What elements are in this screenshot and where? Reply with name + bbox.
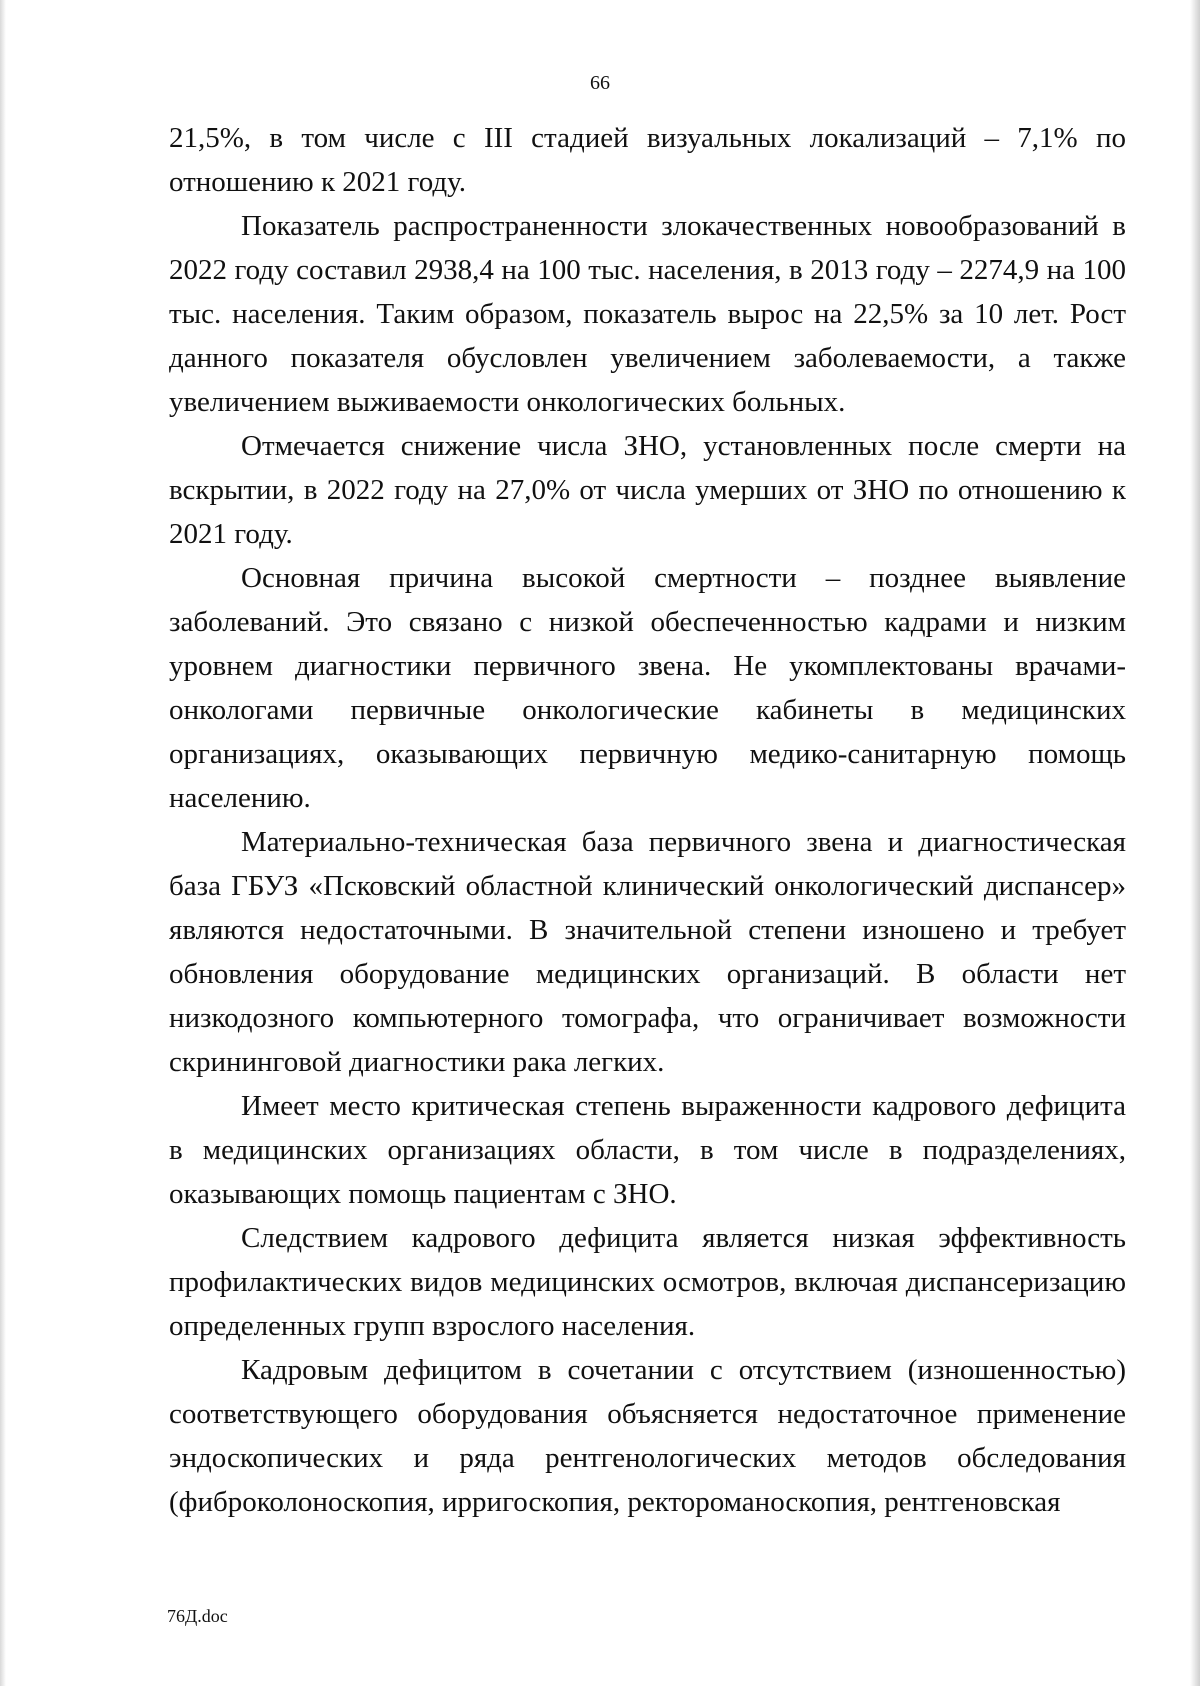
paragraph-staff-deficit: Имеет место критическая степень выраженности кадрового дефицита в медицинских организациях области, в том числе в подразделениях, оказывающих помощь пациентам с ЗНО. bbox=[169, 1090, 1126, 1210]
paragraph-material-base: Материально-техническая база первичного звена и диагностическая база ГБУЗ «Псковский областной клинический онкологический диспансер» являются недостаточными. В значительной степени изношено и требует обновления оборудование медицинских организаций. В области нет низкодозного компьютерного томографа, что ограничивает возможности скрининговой диагностики рака легких. bbox=[169, 826, 1126, 1078]
paragraph-deficit-consequence: Следствием кадрового дефицита является низкая эффективность профилактических видов медицинских осмотров, включая диспансеризацию определенных групп взрослого населения. bbox=[169, 1222, 1126, 1342]
page-number: 66 bbox=[590, 72, 610, 94]
paragraph-continuation: 21,5%, в том числе с III стадией визуальных локализаций – 7,1% по отношению к 2021 году. bbox=[169, 122, 1126, 198]
scan-edge-left bbox=[0, 0, 6, 1686]
paragraph-autopsy: Отмечается снижение числа ЗНО, установленных после смерти на вскрытии, в 2022 году на 27,0% от числа умерших от ЗНО по отношению к 2021 году. bbox=[169, 430, 1126, 550]
body-text bbox=[169, 116, 1126, 1524]
paragraph-mortality-cause: Основная причина высокой смертности – позднее выявление заболеваний. Это связано с низкой обеспеченностью кадрами и низким уровнем диагностики первичного звена. Не укомплектованы врачами-онкологами первичные онкологические кабинеты в медицинских организациях, оказывающих первичную медико-санитарную помощь населению. bbox=[169, 562, 1126, 814]
scan-edge-right bbox=[1190, 0, 1200, 1686]
footer-filename: 76Д.doc bbox=[167, 1606, 228, 1626]
paragraph-prevalence: Показатель распространенности злокачественных новообразований в 2022 году составил 2938,4 на 100 тыс. населения, в 2013 году – 2274,9 на 100 тыс. населения. Таким образом, показатель вырос на 22,5% за 10 лет. Рост данного показателя обусловлен увеличением заболеваемости, а также увеличением выживаемости онкологических больных. bbox=[169, 210, 1126, 418]
paragraph-equipment: Кадровым дефицитом в сочетании с отсутствием (изношенностью) соответствующего оборудования объясняется недостаточное применение эндоскопических и ряда рентгенологических методов обследования (фиброколоноскопия, ирригоскопия, ректороманоскопия, рентгеновская bbox=[169, 1354, 1126, 1518]
